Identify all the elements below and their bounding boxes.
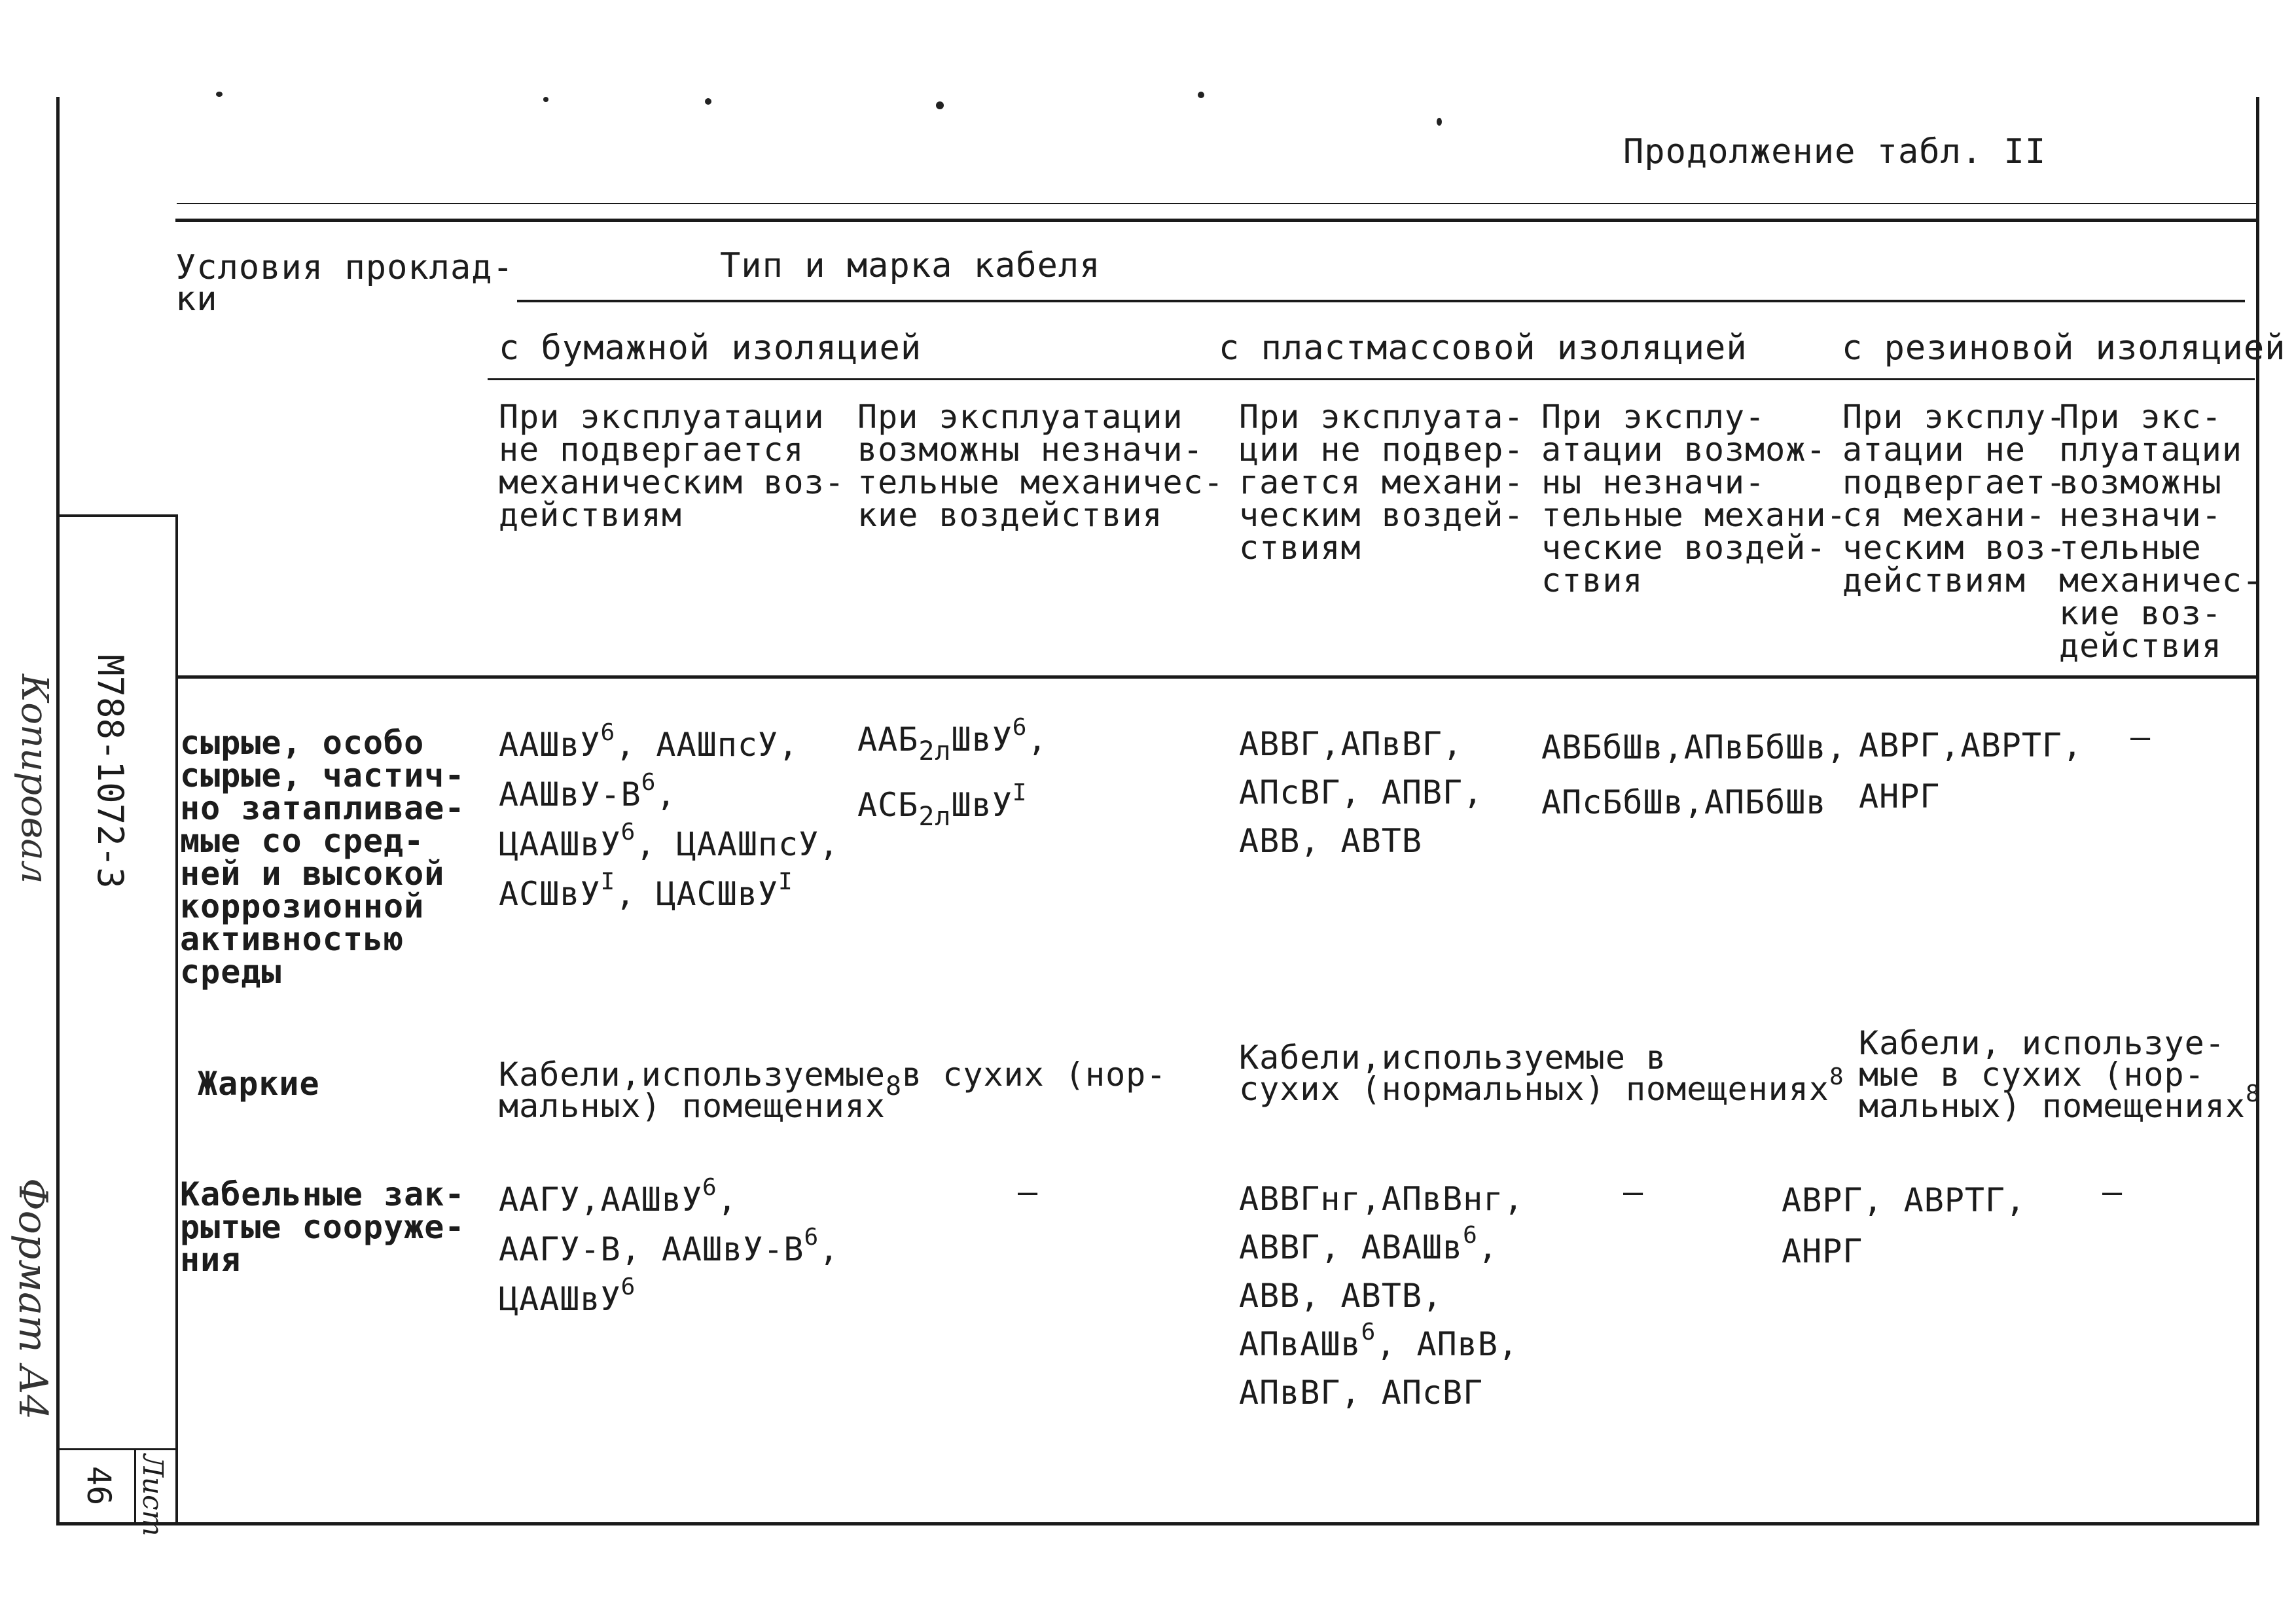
format-label: Формат А4	[10, 1178, 56, 1420]
cable-type-underline	[517, 300, 2245, 302]
frame-bottom-line	[56, 1522, 2259, 1525]
row3-paper-no-mech: ААГУ,ААШвУ$^6$, ААГУ-В, ААШвУ-$В^6$, ЦААШвУ$^6$	[499, 1174, 840, 1318]
frame-right-line	[2256, 97, 2259, 1525]
row1-paper-mech: $ААБ_{2л}ШвУ^6$, $АСБ_{2л}ШвУ^I$	[857, 714, 1048, 832]
scan-speck	[936, 101, 944, 109]
row2-rubber-span: Кабели, используе- мые в сухих (нор- мальных) помещениях$^8$	[1859, 1024, 2261, 1125]
doc-number-stamp: М788-1072-3	[90, 654, 131, 889]
group-paper-header: с бумажной изоляцией	[499, 329, 922, 368]
thin-rule-top	[177, 203, 2258, 204]
row3-plastic-no-mech: АВВГнг,АПвВнг, АВВГ, АВАШв$^6$, АВВ, АВТВ, АПвАШв$^6$, АПвВ, АПвВГ, АПсВГ	[1239, 1180, 1524, 1412]
row3-plastic-mech: —	[1623, 1173, 1644, 1211]
row1-paper-no-mech: ААШвУ$^6$, ААШпсУ, ААШвУ-$В^6$, ЦААШвУ$^6$, ЦААШпсУ, АСШвУ$^I$, ЦАСШвУ$^I$	[499, 719, 840, 913]
row1-rubber-mech: —	[2130, 718, 2151, 756]
group-underline	[488, 378, 2255, 380]
sheet-number: 46	[80, 1466, 118, 1506]
row3-condition: Кабельные зак- рытые сооруже- ния	[180, 1175, 465, 1279]
table-top-line	[175, 219, 2258, 222]
group-plastic-header: с пластмассовой изоляцией	[1219, 329, 1748, 368]
row3-paper-mech: —	[1018, 1173, 1039, 1211]
scan-speck	[1198, 92, 1204, 98]
group-rubber-header: с резиновой изоляцией	[1842, 329, 2286, 368]
sub-header-6: При экс- плуатации возможны незначи- тельные механичес- кие воз- действия	[2059, 398, 2263, 665]
stamp-inner-vline	[134, 1448, 136, 1524]
stamp-top-line	[56, 514, 178, 517]
row3-rubber-no-mech: АВРГ, АВРТГ, АНРГ	[1782, 1181, 2026, 1270]
cable-type-header: Тип и марка кабеля	[720, 246, 1101, 285]
sub-header-4: При эксплу- атации возмож- ны незначи- тельные механи- ческие воздей- ствия	[1541, 398, 1847, 599]
continuation-title: Продолжение табл. II	[1623, 132, 2047, 171]
sub-header-3: При эксплуата- ции не подвер- гается механи- ческим воздей- ствиям	[1239, 398, 1524, 567]
stamp-divider-line	[56, 1448, 178, 1450]
stamp-right-line	[175, 514, 178, 1525]
scan-speck	[543, 97, 548, 102]
sub-header-2: При эксплуатации возможны незначи- тельные механичес- кие воздействия	[857, 398, 1224, 534]
scan-speck	[216, 92, 223, 97]
row2-plastic-span: Кабели,используемые в сухих (нормальных) помещениях$^8$	[1239, 1039, 1844, 1108]
row2-condition: Жаркие	[198, 1065, 320, 1103]
frame-left-line	[56, 97, 60, 1525]
row3-rubber-mech: —	[2102, 1173, 2123, 1211]
row1-plastic-no-mech: АВВГ,АПвВГ, АПсВГ, АПВГ, АВВ, АВТВ	[1239, 725, 1484, 860]
row2-paper-span: Кабели,используемые$_8$в сухих (нор- мальных) помещениях	[499, 1056, 1167, 1125]
sub-header-1: При эксплуатации не подвергается механическим воз- действиям	[499, 398, 845, 534]
scan-speck	[1437, 118, 1442, 126]
header-bottom-line	[175, 675, 2258, 679]
row1-rubber-no-mech: АВРГ,АВРТГ, АНРГ	[1859, 726, 2083, 815]
sheet-label: Лист	[137, 1454, 169, 1537]
row1-condition: сырые, особо сырые, частич- но затапливае- мые со сред- ней и высокой коррозионной активностью среды	[180, 724, 465, 991]
row1-plastic-mech: АВБбШв,АПвБбШв, АПсБбШв,АПБбШв	[1541, 728, 1847, 821]
copied-label: Копировал	[13, 674, 56, 884]
conditions-header: Уcловия проклад- ки	[175, 248, 514, 319]
sub-header-5: При эксплу- атации не подвергает- ся механи- ческим воз- действиям	[1842, 398, 2067, 599]
scan-speck	[705, 98, 711, 105]
